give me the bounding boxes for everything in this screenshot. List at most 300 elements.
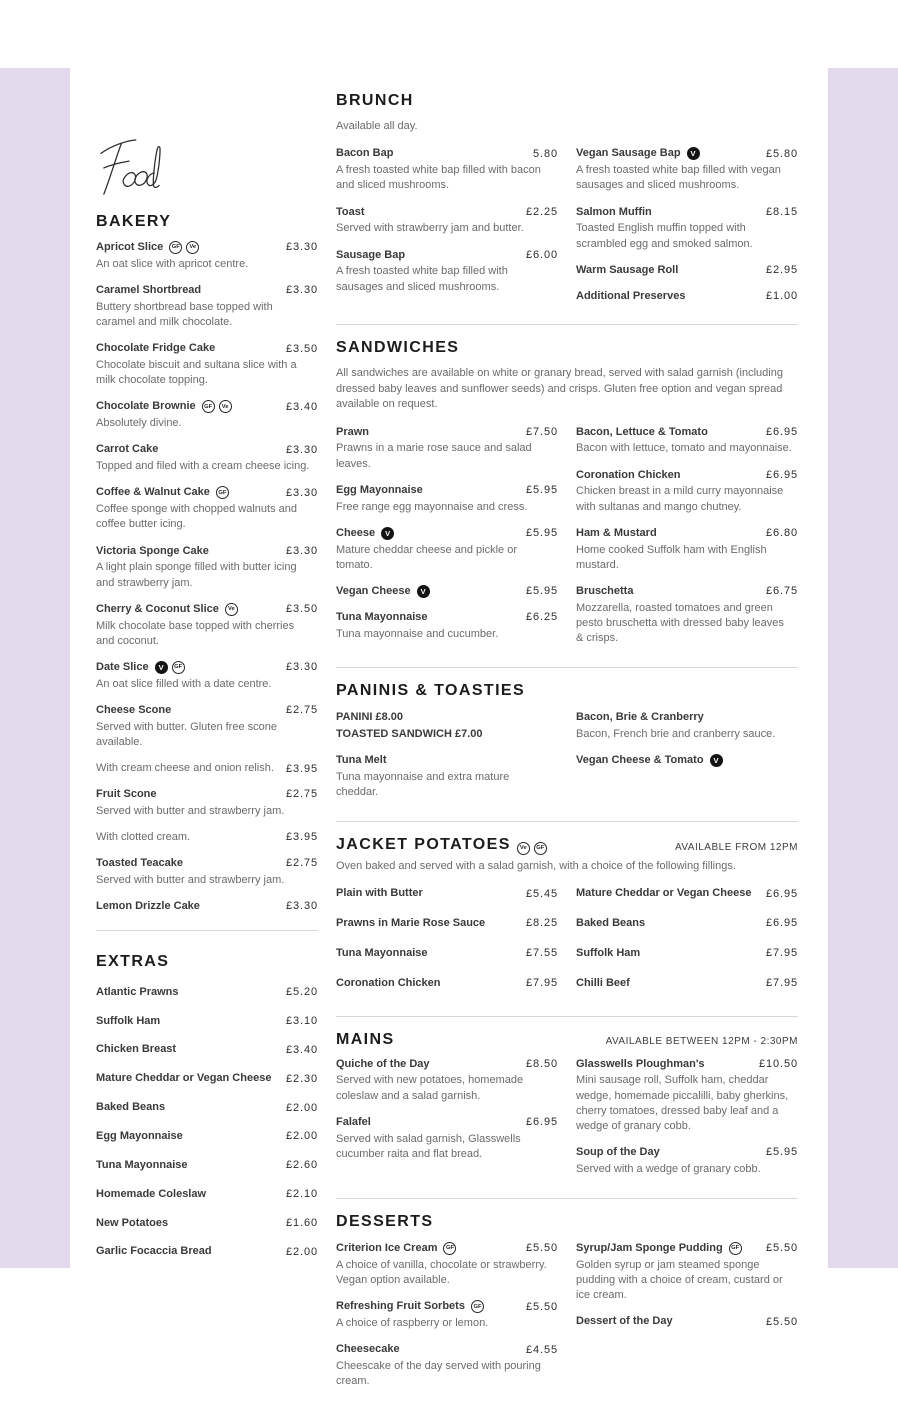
item-price: £3.50 bbox=[285, 603, 318, 616]
item-price: £8.15 bbox=[765, 206, 798, 218]
item-name: Coronation Chicken bbox=[336, 976, 441, 989]
menu-item bbox=[336, 1299, 558, 1331]
item-description: A fresh toasted white bap filled with bacon and sliced mushrooms. bbox=[336, 164, 541, 192]
desserts-columns bbox=[336, 1241, 798, 1400]
menu-item bbox=[336, 1115, 558, 1162]
food-script-logo bbox=[98, 136, 318, 203]
item-row bbox=[336, 526, 558, 541]
item-price: £7.95 bbox=[525, 977, 558, 990]
item-description: Served with strawberry jam and butter. bbox=[336, 222, 524, 235]
extras-item-list bbox=[96, 985, 318, 1259]
vegan-icon: V bbox=[155, 661, 168, 674]
menu-item bbox=[96, 485, 318, 532]
item-name: Vegan Sausage Bap bbox=[576, 147, 681, 160]
item-name: Glasswells Ploughman's bbox=[576, 1057, 705, 1070]
jacket-col2 bbox=[576, 886, 798, 1005]
item-price: £5.95 bbox=[525, 527, 558, 540]
item-row bbox=[576, 584, 798, 599]
item-price: £7.55 bbox=[525, 947, 558, 960]
item-name: Plain with Butter bbox=[336, 887, 423, 900]
item-price: £1.60 bbox=[285, 1216, 318, 1229]
item-name: Prawn bbox=[336, 425, 370, 438]
brunch-col2 bbox=[576, 146, 798, 314]
gluten-free-icon: GF bbox=[534, 842, 547, 855]
mains-columns bbox=[336, 1057, 798, 1189]
menu-item bbox=[576, 710, 798, 742]
item-name: Tuna Mayonnaise bbox=[96, 1158, 188, 1171]
item-price: £5.95 bbox=[765, 1146, 798, 1159]
item-dietary-icons bbox=[413, 585, 430, 598]
item-description: Chocolate biscuit and sultana slice with a milk chocolate topping. bbox=[96, 359, 297, 387]
menu-item bbox=[336, 1342, 558, 1389]
section-divider bbox=[336, 667, 798, 668]
item-price: £3.30 bbox=[285, 284, 318, 297]
item-row bbox=[96, 1071, 318, 1086]
item-name: Bacon, Lettuce & Tomato bbox=[576, 425, 708, 438]
item-name: Tuna Mayonnaise bbox=[336, 946, 428, 959]
item-description: Served with butter. Gluten free scone available. bbox=[96, 720, 277, 749]
item-name: Vegan Cheese bbox=[336, 585, 411, 598]
menu-item bbox=[96, 602, 318, 649]
item-price: £3.95 bbox=[285, 831, 318, 844]
item-description: A fresh toasted white bap filled with sausages and sliced mushrooms. bbox=[336, 265, 508, 293]
item-price: £6.95 bbox=[765, 426, 798, 439]
item-name: Bacon Bap bbox=[336, 147, 394, 160]
sandwiches-title: SANDWICHES bbox=[336, 339, 460, 357]
mains-heading-row bbox=[336, 1031, 798, 1049]
item-row bbox=[336, 1342, 558, 1357]
menu-item bbox=[96, 1100, 318, 1115]
item-name: Coffee & Walnut Cake bbox=[96, 486, 210, 499]
jacket-heading-row bbox=[336, 836, 798, 855]
menu-item bbox=[336, 584, 558, 599]
item-row bbox=[96, 1216, 318, 1231]
item-name: Atlantic Prawns bbox=[96, 985, 179, 998]
item-row bbox=[576, 425, 798, 440]
item-name: Cheese Scone bbox=[96, 704, 172, 716]
item-dietary-icons bbox=[377, 527, 394, 540]
menu-item bbox=[96, 341, 318, 388]
item-row bbox=[336, 1299, 558, 1314]
item-price: £2.00 bbox=[285, 1130, 318, 1143]
item-dietary-icons bbox=[151, 661, 185, 674]
menu-item bbox=[576, 1314, 798, 1329]
item-name: New Potatoes bbox=[96, 1216, 169, 1229]
extras-title: EXTRAS bbox=[96, 952, 170, 970]
item-description: Served with new potatoes, homemade coleslaw and a salad garnish. bbox=[336, 1074, 524, 1102]
item-price: £3.30 bbox=[285, 443, 318, 456]
item-row bbox=[576, 1145, 798, 1160]
item-name: Prawns in Marie Rose Sauce bbox=[336, 916, 486, 929]
brunch-col1 bbox=[336, 146, 558, 314]
item-row bbox=[96, 1129, 318, 1144]
item-name: Soup of the Day bbox=[576, 1146, 660, 1159]
right-column bbox=[336, 92, 798, 1400]
item-row bbox=[96, 1244, 318, 1259]
item-name: PANINI £8.00 bbox=[336, 711, 404, 724]
item-description: Coffee sponge with chopped walnuts and coffee butter icing. bbox=[96, 503, 297, 531]
item-price: £3.30 bbox=[285, 486, 318, 499]
item-row bbox=[336, 146, 558, 161]
menu-item bbox=[96, 1129, 318, 1144]
item-description: Absolutely divine. bbox=[96, 417, 182, 430]
item-dietary-icons bbox=[725, 1242, 742, 1255]
item-price: £5.50 bbox=[765, 1242, 798, 1255]
menu-item bbox=[336, 483, 558, 515]
item-row bbox=[96, 703, 318, 718]
menu-item bbox=[576, 289, 798, 304]
page-background bbox=[0, 68, 898, 1388]
item-row bbox=[336, 886, 558, 901]
item-name: Chicken Breast bbox=[96, 1043, 177, 1056]
section-divider bbox=[336, 821, 798, 822]
menu-item bbox=[336, 248, 558, 295]
menu-item bbox=[96, 1014, 318, 1029]
item-row bbox=[576, 916, 798, 931]
item-description: Free range egg mayonnaise and cress. bbox=[336, 500, 528, 513]
item-row bbox=[576, 946, 798, 961]
item-row bbox=[336, 205, 558, 220]
item-row bbox=[336, 610, 558, 625]
menu-item bbox=[336, 610, 558, 642]
menu-item bbox=[96, 1042, 318, 1057]
jacket-availability: AVAILABLE FROM 12PM bbox=[674, 841, 798, 853]
gluten-free-icon: GF bbox=[443, 1242, 456, 1255]
section-desserts bbox=[336, 1213, 798, 1400]
item-dietary-icons bbox=[683, 147, 700, 160]
item-row bbox=[96, 442, 318, 457]
item-row bbox=[96, 544, 318, 559]
menu-item bbox=[576, 263, 798, 278]
item-name: Mature Cheddar or Vegan Cheese bbox=[96, 1072, 272, 1085]
vegan-outline-icon: Ve bbox=[517, 842, 530, 855]
item-description: Served with butter and strawberry jam. bbox=[96, 804, 285, 817]
item-price: £5.20 bbox=[285, 986, 318, 999]
item-dietary-icons bbox=[212, 486, 229, 499]
item-price: £6.95 bbox=[525, 1116, 558, 1129]
item-name: Tuna Melt bbox=[336, 754, 387, 767]
sandwiches-col1 bbox=[336, 425, 558, 658]
menu-item bbox=[576, 1057, 798, 1135]
item-name: Cherry & Coconut Slice bbox=[96, 602, 219, 615]
item-price: £2.60 bbox=[285, 1159, 318, 1172]
paninis-title: PANINIS & TOASTIES bbox=[336, 682, 526, 700]
item-description: Home cooked Suffolk ham with English mustard. bbox=[576, 543, 767, 571]
item-price: £3.40 bbox=[285, 1043, 318, 1056]
vegan-outline-icon: Ve bbox=[219, 400, 232, 413]
item-row bbox=[96, 856, 318, 871]
item-name: Chocolate Fridge Cake bbox=[96, 342, 216, 355]
brunch-intro: Available all day. bbox=[336, 120, 418, 132]
item-price: £6.80 bbox=[765, 527, 798, 540]
item-row bbox=[336, 248, 558, 263]
item-name: Suffolk Ham bbox=[96, 1014, 161, 1027]
jacket-title bbox=[336, 836, 547, 855]
item-row bbox=[336, 425, 558, 440]
menu-item bbox=[576, 1145, 798, 1177]
menu-sheet bbox=[70, 68, 828, 1426]
item-row bbox=[576, 526, 798, 541]
item-description: Mini sausage roll, Suffolk ham, cheddar wedge, homemade piccalilli, baby gherkins, cherry tomatoes, dressed baby leaf and a wedge of granary cobb. bbox=[576, 1074, 789, 1132]
item-name: Victoria Sponge Cake bbox=[96, 544, 209, 557]
gluten-free-icon: GF bbox=[471, 1300, 484, 1313]
item-name: Criterion Ice Cream bbox=[336, 1242, 438, 1255]
menu-item bbox=[336, 425, 558, 472]
item-row bbox=[576, 205, 798, 220]
item-name: Falafel bbox=[336, 1115, 371, 1128]
item-price: £5.95 bbox=[525, 484, 558, 497]
item-description: Mozzarella, roasted tomatoes and green pesto bruschetta with dressed baby leaves & crisps. bbox=[576, 601, 784, 645]
item-price: 5.80 bbox=[532, 147, 558, 160]
menu-item bbox=[336, 526, 558, 573]
item-row bbox=[96, 602, 318, 617]
item-dietary-icons bbox=[165, 241, 199, 254]
item-row bbox=[96, 660, 318, 675]
item-row bbox=[336, 753, 558, 768]
item-row bbox=[576, 753, 798, 768]
menu-item bbox=[576, 946, 798, 961]
item-description: Mature cheddar cheese and pickle or tomato. bbox=[336, 543, 517, 571]
desserts-title: DESSERTS bbox=[336, 1213, 434, 1231]
menu-item bbox=[576, 146, 798, 193]
item-name: Toast bbox=[336, 205, 365, 218]
item-name: Vegan Cheese & Tomato bbox=[576, 754, 704, 767]
menu-item bbox=[576, 753, 798, 768]
vegan-outline-icon: Ve bbox=[225, 603, 238, 616]
item-row bbox=[576, 976, 798, 991]
item-name: Salmon Muffin bbox=[576, 205, 652, 218]
item-row bbox=[336, 1241, 558, 1256]
item-row bbox=[336, 976, 558, 991]
bakery-title: BAKERY bbox=[96, 213, 172, 230]
desserts-col1 bbox=[336, 1241, 558, 1400]
item-name: Syrup/Jam Sponge Pudding bbox=[576, 1242, 723, 1255]
item-name: Homemade Coleslaw bbox=[96, 1187, 207, 1200]
item-row bbox=[336, 1057, 558, 1072]
item-price: £2.25 bbox=[525, 206, 558, 218]
item-name: Garlic Focaccia Bread bbox=[96, 1245, 212, 1258]
sandwiches-columns bbox=[336, 425, 798, 658]
section-sandwiches bbox=[336, 339, 798, 657]
section-brunch bbox=[336, 92, 798, 314]
item-row bbox=[96, 830, 318, 845]
item-row bbox=[96, 1014, 318, 1029]
item-description: An oat slice with apricot centre. bbox=[96, 257, 249, 270]
item-row bbox=[96, 399, 318, 414]
jacket-title-text: JACKET POTATOES bbox=[336, 836, 511, 854]
item-name: Sausage Bap bbox=[336, 248, 406, 261]
item-price: £2.00 bbox=[285, 1101, 318, 1114]
paninis-col1 bbox=[336, 710, 558, 811]
menu-item bbox=[96, 283, 318, 330]
item-price: £10.50 bbox=[758, 1057, 798, 1070]
menu-item bbox=[336, 753, 558, 800]
item-price: £7.95 bbox=[765, 977, 798, 990]
item-row bbox=[96, 283, 318, 298]
item-row bbox=[96, 761, 318, 776]
item-row bbox=[576, 710, 798, 725]
menu-item bbox=[336, 205, 558, 237]
section-divider bbox=[336, 324, 798, 325]
item-price: £2.30 bbox=[285, 1072, 318, 1085]
menu-item bbox=[336, 146, 558, 193]
item-price: £2.00 bbox=[285, 1245, 318, 1258]
jacket-intro: Oven baked and served with a salad garnish, with a choice of the following fillings. bbox=[336, 859, 736, 872]
paninis-col2 bbox=[576, 710, 798, 811]
section-divider bbox=[96, 930, 318, 931]
item-row bbox=[336, 710, 558, 725]
sandwiches-intro: All sandwiches are available on white or granary bread, served with salad garnish (including dressed baby leaves and sunflower seeds) and crisps. Gluten free option and vegan spread available on request. bbox=[336, 367, 783, 411]
item-name: Toasted Teacake bbox=[96, 856, 184, 869]
item-description: Topped and filed with a cream cheese icing. bbox=[96, 460, 310, 473]
menu-item bbox=[96, 544, 318, 591]
menu-item bbox=[336, 886, 558, 901]
item-description: Served with salad garnish, Glasswells cucumber raita and flat bread. bbox=[336, 1132, 521, 1160]
item-name: Fruit Scone bbox=[96, 788, 157, 801]
section-paninis bbox=[336, 682, 798, 811]
menu-item bbox=[96, 1071, 318, 1086]
item-description: Served with butter and strawberry jam. bbox=[96, 873, 285, 886]
item-name: Warm Sausage Roll bbox=[576, 263, 679, 276]
item-row bbox=[336, 1115, 558, 1130]
item-price: £2.75 bbox=[285, 857, 318, 870]
menu-item bbox=[96, 985, 318, 1000]
menu-item bbox=[576, 1241, 798, 1303]
mains-title: MAINS bbox=[336, 1030, 395, 1048]
vegan-icon: V bbox=[687, 147, 700, 160]
item-price: £7.50 bbox=[525, 426, 558, 439]
gluten-free-icon: GF bbox=[216, 486, 229, 499]
item-row bbox=[96, 787, 318, 802]
item-name-line2: TOASTED SANDWICH £7.00 bbox=[336, 728, 483, 741]
menu-item bbox=[336, 916, 558, 931]
item-description: Golden syrup or jam steamed sponge pudding with a choice of cream, custard or ice cream. bbox=[576, 1258, 783, 1302]
menu-item bbox=[96, 240, 318, 272]
item-description: A fresh toasted white bap filled with vegan sausages and sliced mushrooms. bbox=[576, 164, 781, 192]
item-row bbox=[96, 485, 318, 500]
menu-item bbox=[96, 787, 318, 819]
menu-item bbox=[96, 856, 318, 888]
item-description: Prawns in a marie rose sauce and salad leaves. bbox=[336, 442, 532, 470]
section-divider bbox=[336, 1016, 798, 1017]
item-row bbox=[96, 1100, 318, 1115]
item-price: £5.95 bbox=[525, 585, 558, 598]
item-row bbox=[336, 483, 558, 498]
item-row bbox=[96, 1042, 318, 1057]
item-name: Coronation Chicken bbox=[576, 468, 681, 481]
item-name: Quiche of the Day bbox=[336, 1057, 430, 1070]
menu-item bbox=[576, 468, 798, 515]
extras-section bbox=[96, 953, 318, 1259]
menu-item bbox=[96, 1187, 318, 1202]
brunch-columns bbox=[336, 146, 798, 314]
item-dietary-icons bbox=[706, 754, 723, 767]
mains-col2 bbox=[576, 1057, 798, 1189]
item-description: A choice of vanilla, chocolate or strawberry. Vegan option available. bbox=[336, 1258, 547, 1287]
menu-item bbox=[576, 425, 798, 457]
item-name: Bacon, Brie & Cranberry bbox=[576, 711, 704, 724]
item-row bbox=[576, 886, 798, 901]
menu-item bbox=[96, 899, 318, 914]
item-price: £6.75 bbox=[765, 585, 798, 598]
gluten-free-icon: GF bbox=[169, 241, 182, 254]
item-name: Apricot Slice bbox=[96, 241, 164, 253]
vegan-icon: V bbox=[710, 754, 723, 767]
item-row bbox=[336, 946, 558, 961]
menu-item bbox=[576, 916, 798, 931]
section-divider bbox=[336, 1198, 798, 1199]
menu-item bbox=[336, 1241, 558, 1288]
item-dietary-icons bbox=[221, 603, 238, 616]
vegan-outline-icon: Ve bbox=[186, 241, 199, 254]
left-column bbox=[96, 92, 318, 1400]
menu-item bbox=[336, 976, 558, 991]
item-row bbox=[576, 146, 798, 161]
desserts-col2 bbox=[576, 1241, 798, 1400]
item-price: £5.80 bbox=[765, 147, 798, 160]
vegan-icon: V bbox=[417, 585, 430, 598]
item-description: Milk chocolate base topped with cherries and coconut. bbox=[96, 619, 295, 647]
item-dietary-icons bbox=[439, 1242, 456, 1255]
item-price: £7.95 bbox=[765, 947, 798, 960]
item-price: £2.95 bbox=[765, 264, 798, 277]
item-name: Chocolate Brownie bbox=[96, 400, 196, 413]
item-name: Suffolk Ham bbox=[576, 946, 641, 959]
item-row bbox=[96, 341, 318, 356]
gluten-free-icon: GF bbox=[172, 661, 185, 674]
item-price: £6.95 bbox=[765, 887, 798, 900]
item-description: Chicken breast in a mild curry mayonnaise with sultanas and mango chutney. bbox=[576, 485, 784, 513]
menu-item bbox=[576, 886, 798, 901]
item-description: An oat slice filled with a date centre. bbox=[96, 677, 272, 690]
item-price: £3.10 bbox=[285, 1015, 318, 1028]
item-dietary-icons bbox=[467, 1300, 484, 1313]
item-name: Ham & Mustard bbox=[576, 526, 657, 539]
item-row bbox=[96, 985, 318, 1000]
sandwiches-col2 bbox=[576, 425, 798, 658]
item-description: Buttery shortbread base topped with caramel and milk chocolate. bbox=[96, 300, 273, 329]
section-mains bbox=[336, 1031, 798, 1189]
food-script-icon bbox=[98, 136, 162, 198]
item-description: Bacon with lettuce, tomato and mayonnaise. bbox=[576, 442, 792, 455]
item-name: With cream cheese and onion relish. bbox=[96, 762, 274, 775]
item-price: £5.45 bbox=[525, 887, 558, 900]
item-price: £3.40 bbox=[285, 400, 318, 413]
menu-item bbox=[96, 1244, 318, 1259]
menu-item bbox=[96, 761, 318, 776]
item-price: £8.25 bbox=[525, 917, 558, 930]
item-price: £3.50 bbox=[285, 342, 318, 355]
menu-item bbox=[576, 205, 798, 252]
item-name: With clotted cream. bbox=[96, 831, 191, 844]
item-name: Baked Beans bbox=[576, 916, 646, 929]
item-name: Chilli Beef bbox=[576, 976, 630, 989]
item-description: A choice of raspberry or lemon. bbox=[336, 1317, 489, 1330]
mains-col1 bbox=[336, 1057, 558, 1189]
item-price: £5.50 bbox=[765, 1315, 798, 1328]
item-price: £3.30 bbox=[285, 661, 318, 674]
jacket-dietary-icons bbox=[513, 842, 547, 855]
item-price: £5.50 bbox=[525, 1242, 558, 1255]
item-row bbox=[96, 1187, 318, 1202]
gluten-free-icon: GF bbox=[729, 1242, 742, 1255]
item-row bbox=[336, 916, 558, 931]
menu-item bbox=[96, 1158, 318, 1173]
gluten-free-icon: GF bbox=[202, 400, 215, 413]
item-name: Mature Cheddar or Vegan Cheese bbox=[576, 887, 752, 900]
item-row bbox=[96, 899, 318, 914]
item-row bbox=[576, 1057, 798, 1072]
